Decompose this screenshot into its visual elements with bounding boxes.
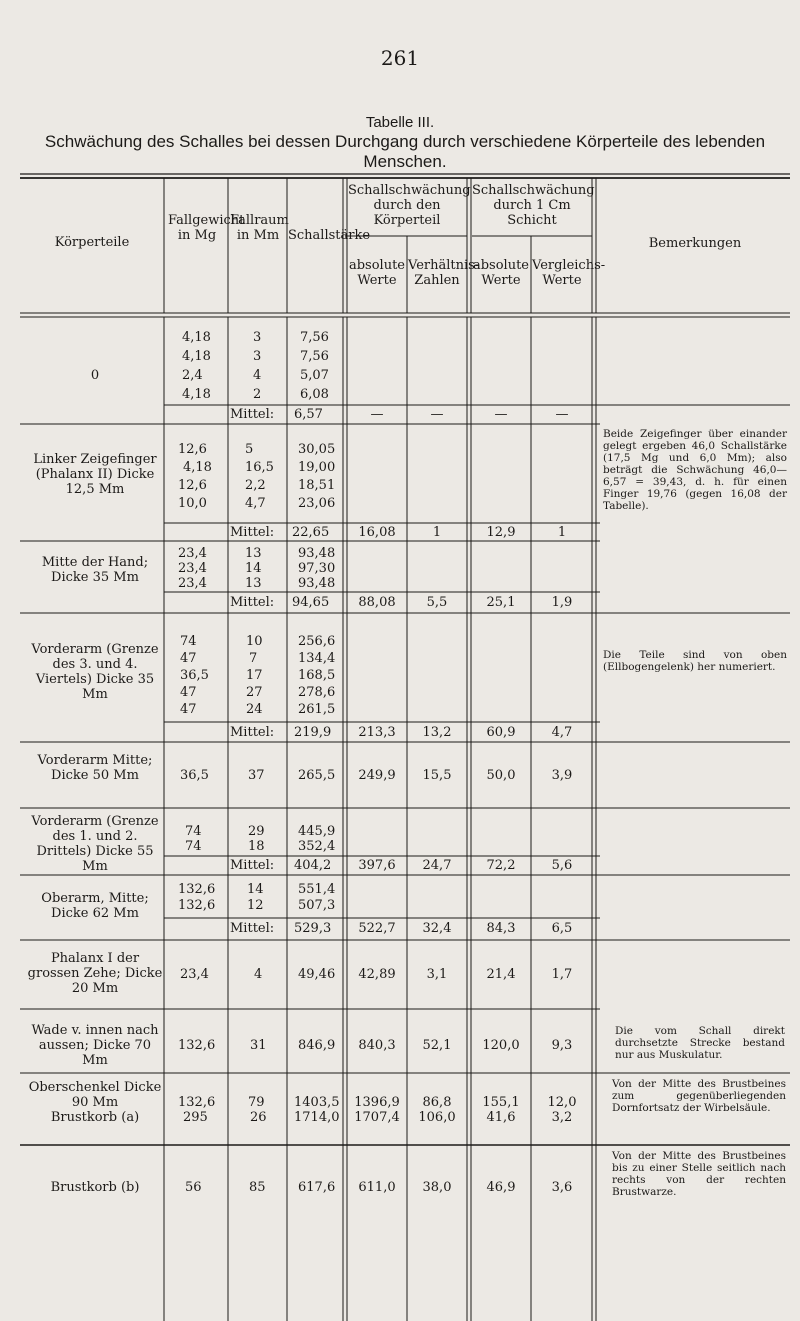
fallgewicht-cell: 4,18	[182, 349, 211, 364]
fallraum-cell: 29	[248, 824, 265, 839]
fallgewicht-cell: 132,6	[178, 1038, 216, 1053]
fallraum-cell: 26	[250, 1110, 267, 1125]
schallstaerke-cell: 256,6	[298, 634, 336, 649]
abs-cell: 1396,9	[354, 1095, 400, 1110]
fallraum-cell: 3	[253, 330, 262, 345]
schallstaerke-cell: 265,5	[298, 768, 336, 783]
schallstaerke-cell: 18,51	[298, 478, 336, 493]
fallgewicht-cell: 56	[185, 1180, 202, 1195]
fallraum-cell: 85	[249, 1180, 266, 1195]
vergl-cell: 3,2	[551, 1110, 573, 1125]
fallraum-cell: 4	[254, 967, 263, 982]
vergl-cell: 6,5	[551, 921, 573, 936]
fallraum-cell: 10	[246, 634, 263, 649]
schallstaerke-cell: 1403,5	[294, 1095, 340, 1110]
abs-cell: 1707,4	[354, 1110, 400, 1125]
fallgewicht-cell: 4,18	[182, 387, 211, 402]
fallraum-cell: 14	[247, 882, 264, 897]
verh-cell: 86,8	[422, 1095, 452, 1110]
row-label: 0	[90, 368, 100, 383]
fallraum-cell: 17	[246, 668, 263, 683]
abs-cell: 16,08	[358, 525, 396, 540]
schallstaerke-cell: 97,30	[298, 561, 336, 576]
fallraum-cell: 16,5	[245, 460, 274, 475]
fallgewicht-cell: 74	[185, 824, 202, 839]
mittel-label: Mittel:	[230, 525, 275, 540]
abs-cell: 213,3	[358, 725, 396, 740]
vergl-cell: 12,0	[547, 1095, 577, 1110]
abs-cm-cell: 120,0	[482, 1038, 520, 1053]
header-koerperteile: Körperteile	[54, 235, 130, 250]
header-bemerkungen: Bemerkungen	[648, 236, 742, 251]
fallraum-cell: 7	[249, 651, 258, 666]
header-pro-cm: Schallschwächung durch 1 Cm Schicht	[472, 183, 595, 228]
schallstaerke-cell: 30,05	[298, 442, 336, 457]
abs-cm-cell: 84,3	[486, 921, 516, 936]
verh-cell: 24,7	[422, 858, 452, 873]
fallgewicht-cell: 36,5	[180, 668, 209, 683]
verh-cell: 52,1	[422, 1038, 452, 1053]
fallgewicht-cell: 47	[180, 651, 197, 666]
header-fallraum: Fallraum in Mm	[230, 213, 289, 243]
header-vergleichs: Vergleichs-Werte	[532, 258, 606, 288]
fallraum-cell: 31	[250, 1038, 267, 1053]
abs-cell: 88,08	[358, 595, 396, 610]
vergl-cell: —	[555, 407, 569, 422]
schallstaerke-cell: 445,9	[298, 824, 336, 839]
mittel-label: Mittel:	[230, 858, 275, 873]
schallstaerke-cell: 846,9	[298, 1038, 336, 1053]
mittel-label: Mittel:	[230, 595, 275, 610]
abs-cm-cell: 50,0	[486, 768, 516, 783]
row-label: Brustkorb (b)	[50, 1180, 140, 1195]
fallgewicht-cell: 2,4	[182, 368, 203, 383]
fallraum-cell: 2	[253, 387, 262, 402]
vergl-cell: 5,6	[551, 858, 573, 873]
fallgewicht-cell: 47	[180, 685, 197, 700]
note-vorderarm: Die Teile sind von oben (Ellbogengelenk) her numeriert.	[603, 649, 787, 673]
note-finger: Beide Zeigefinger über einander gelegt ergeben 46,0 Schallstärke (17,5 Mg und 6,0 Mm); also beträgt die Schwächung 46,0—6,57 = 39,43, d. h. für einen Finger 19,76 (gegen 16,08 der Tabelle).	[603, 428, 787, 512]
row-label: Vorderarm Mitte; Dicke 50 Mm	[37, 753, 153, 783]
abs-cm-cell: 12,9	[486, 525, 516, 540]
row-label: Phalanx I der grossen Zehe; Dicke 20 Mm	[27, 951, 163, 996]
fallgewicht-cell: 36,5	[180, 768, 209, 783]
schallstaerke-cell: 551,4	[298, 882, 336, 897]
header-schallstaerke: Schallstärke	[288, 228, 371, 243]
abs-cell: 611,0	[358, 1180, 396, 1195]
schallstaerke-cell: 93,48	[298, 546, 336, 561]
header-verhaeltnis: Verhältnis-Zahlen	[408, 258, 480, 288]
abs-cm-cell: 41,6	[486, 1110, 516, 1125]
row-label: Wade v. innen nach aussen; Dicke 70 Mm	[31, 1023, 159, 1068]
schallstaerke-cell: 617,6	[298, 1180, 336, 1195]
fallraum-cell: 13	[245, 546, 262, 561]
vergl-cell: 4,7	[551, 725, 573, 740]
row-label: Linker Zeigefinger (Phalanx II) Dicke 12,5 Mm	[33, 452, 157, 497]
schallstaerke-cell: 7,56	[300, 330, 329, 345]
fallraum-cell: 79	[248, 1095, 265, 1110]
mittel-value: 219,9	[294, 725, 332, 740]
vergl-cell: 3,9	[551, 768, 573, 783]
fallraum-cell: 5	[245, 442, 254, 457]
row-label: Vorderarm (Grenze des 1. und 2. Drittels) Dicke 55 Mm	[31, 814, 159, 874]
verh-cell: 32,4	[422, 921, 452, 936]
abs-cell: 522,7	[358, 921, 396, 936]
fallgewicht-cell: 295	[183, 1110, 208, 1125]
fallgewicht-cell: 132,6	[178, 1095, 216, 1110]
mittel-value: 404,2	[294, 858, 332, 873]
mittel-value: 529,3	[294, 921, 332, 936]
page-number: 261	[380, 46, 420, 70]
fallgewicht-cell: 132,6	[178, 882, 216, 897]
fallgewicht-cell: 10,0	[178, 496, 207, 511]
fallraum-cell: 13	[245, 576, 262, 591]
schallstaerke-cell: 1714,0	[294, 1110, 340, 1125]
fallraum-cell: 4,7	[245, 496, 266, 511]
table-title: Schwächung des Schalles bei dessen Durchgang durch verschiedene Körperteile des lebenden Menschen.	[44, 132, 766, 171]
fallgewicht-cell: 74	[180, 634, 197, 649]
row-label: Vorderarm (Grenze des 3. und 4. Viertels) Dicke 35 Mm	[31, 642, 159, 702]
schallstaerke-cell: 7,56	[300, 349, 329, 364]
row-label: Oberarm, Mitte; Dicke 62 Mm	[41, 891, 149, 921]
fallgewicht-cell: 23,4	[178, 576, 207, 591]
fallgewicht-cell: 23,4	[178, 561, 207, 576]
fallgewicht-cell: 132,6	[178, 898, 216, 913]
fallraum-cell: 27	[246, 685, 263, 700]
schallstaerke-cell: 5,07	[300, 368, 329, 383]
row-label: Oberschenkel Dicke 90 Mm	[28, 1080, 162, 1110]
schallstaerke-cell: 49,46	[298, 967, 336, 982]
schallstaerke-cell: 278,6	[298, 685, 336, 700]
fallgewicht-cell: 12,6	[178, 478, 207, 493]
note-brustkorb-b: Von der Mitte des Brustbeines bis zu einer Stelle seitlich nach rechts von der rechten Brustwarze.	[612, 1150, 786, 1198]
vergl-cell: 3,6	[551, 1180, 573, 1195]
abs-cm-cell: 21,4	[486, 967, 516, 982]
abs-cell: 249,9	[358, 768, 396, 783]
header-abs-1: absolute Werte	[348, 258, 406, 288]
row-label: Mitte der Hand; Dicke 35 Mm	[41, 555, 149, 585]
fallraum-cell: 14	[245, 561, 262, 576]
verh-cell: 5,5	[426, 595, 448, 610]
fallraum-cell: 24	[246, 702, 263, 717]
verh-cell: 15,5	[422, 768, 452, 783]
abs-cell: 840,3	[358, 1038, 396, 1053]
mittel-label: Mittel:	[230, 725, 275, 740]
fallgewicht-cell: 74	[185, 839, 202, 854]
verh-cell: 38,0	[422, 1180, 452, 1195]
abs-cm-cell: 25,1	[486, 595, 516, 610]
vergl-cell: 9,3	[551, 1038, 573, 1053]
verh-cell: 106,0	[418, 1110, 456, 1125]
verh-cell: 1	[432, 525, 442, 540]
fallgewicht-cell: 12,6	[178, 442, 207, 457]
table-caption: Tabelle III.	[365, 114, 435, 131]
vergl-cell: 1	[557, 525, 567, 540]
fallraum-cell: 37	[248, 768, 265, 783]
note-brustkorb-a: Von der Mitte des Brustbeines zum gegenüberliegenden Dornfortsatz der Wirbelsäule.	[612, 1078, 786, 1114]
abs-cell: 42,89	[358, 967, 396, 982]
schallstaerke-cell: 6,08	[300, 387, 329, 402]
fallraum-cell: 4	[253, 368, 262, 383]
note-wade: Die vom Schall direkt durchsetzte Strecke bestand nur aus Muskulatur.	[615, 1025, 785, 1061]
fallgewicht-cell: 23,4	[178, 546, 207, 561]
fallgewicht-cell: 4,18	[183, 460, 212, 475]
mittel-label: Mittel:	[230, 921, 275, 936]
mittel-value: 22,65	[292, 525, 330, 540]
fallraum-cell: 12	[247, 898, 264, 913]
mittel-value: 94,65	[292, 595, 330, 610]
fallgewicht-cell: 47	[180, 702, 197, 717]
schallstaerke-cell: 23,06	[298, 496, 336, 511]
abs-cm-cell: 155,1	[482, 1095, 520, 1110]
row-label: Brustkorb (a)	[50, 1110, 140, 1125]
mittel-label: Mittel:	[230, 407, 275, 422]
fallraum-cell: 2,2	[245, 478, 266, 493]
vergl-cell: 1,9	[551, 595, 573, 610]
header-abs-2: absolute Werte	[472, 258, 530, 288]
schallstaerke-cell: 19,00	[298, 460, 336, 475]
abs-cm-cell: 72,2	[486, 858, 516, 873]
abs-cm-cell: —	[494, 407, 508, 422]
verh-cell: —	[430, 407, 444, 422]
mittel-value: 6,57	[294, 407, 323, 422]
abs-cell: —	[370, 407, 384, 422]
schallstaerke-cell: 352,4	[298, 839, 336, 854]
fallraum-cell: 18	[248, 839, 265, 854]
schallstaerke-cell: 168,5	[298, 668, 336, 683]
verh-cell: 3,1	[426, 967, 448, 982]
verh-cell: 13,2	[422, 725, 452, 740]
schallstaerke-cell: 134,4	[298, 651, 336, 666]
fallraum-cell: 3	[253, 349, 262, 364]
fallgewicht-cell: 4,18	[182, 330, 211, 345]
header-durch-koerperteil: Schallschwächung durch den Körperteil	[348, 183, 471, 228]
abs-cm-cell: 60,9	[486, 725, 516, 740]
schallstaerke-cell: 507,3	[298, 898, 336, 913]
schallstaerke-cell: 261,5	[298, 702, 336, 717]
abs-cm-cell: 46,9	[486, 1180, 516, 1195]
schallstaerke-cell: 93,48	[298, 576, 336, 591]
vergl-cell: 1,7	[551, 967, 573, 982]
fallgewicht-cell: 23,4	[180, 967, 209, 982]
header-fallgewicht: Fallgewicht in Mg	[168, 213, 245, 243]
abs-cell: 397,6	[358, 858, 396, 873]
